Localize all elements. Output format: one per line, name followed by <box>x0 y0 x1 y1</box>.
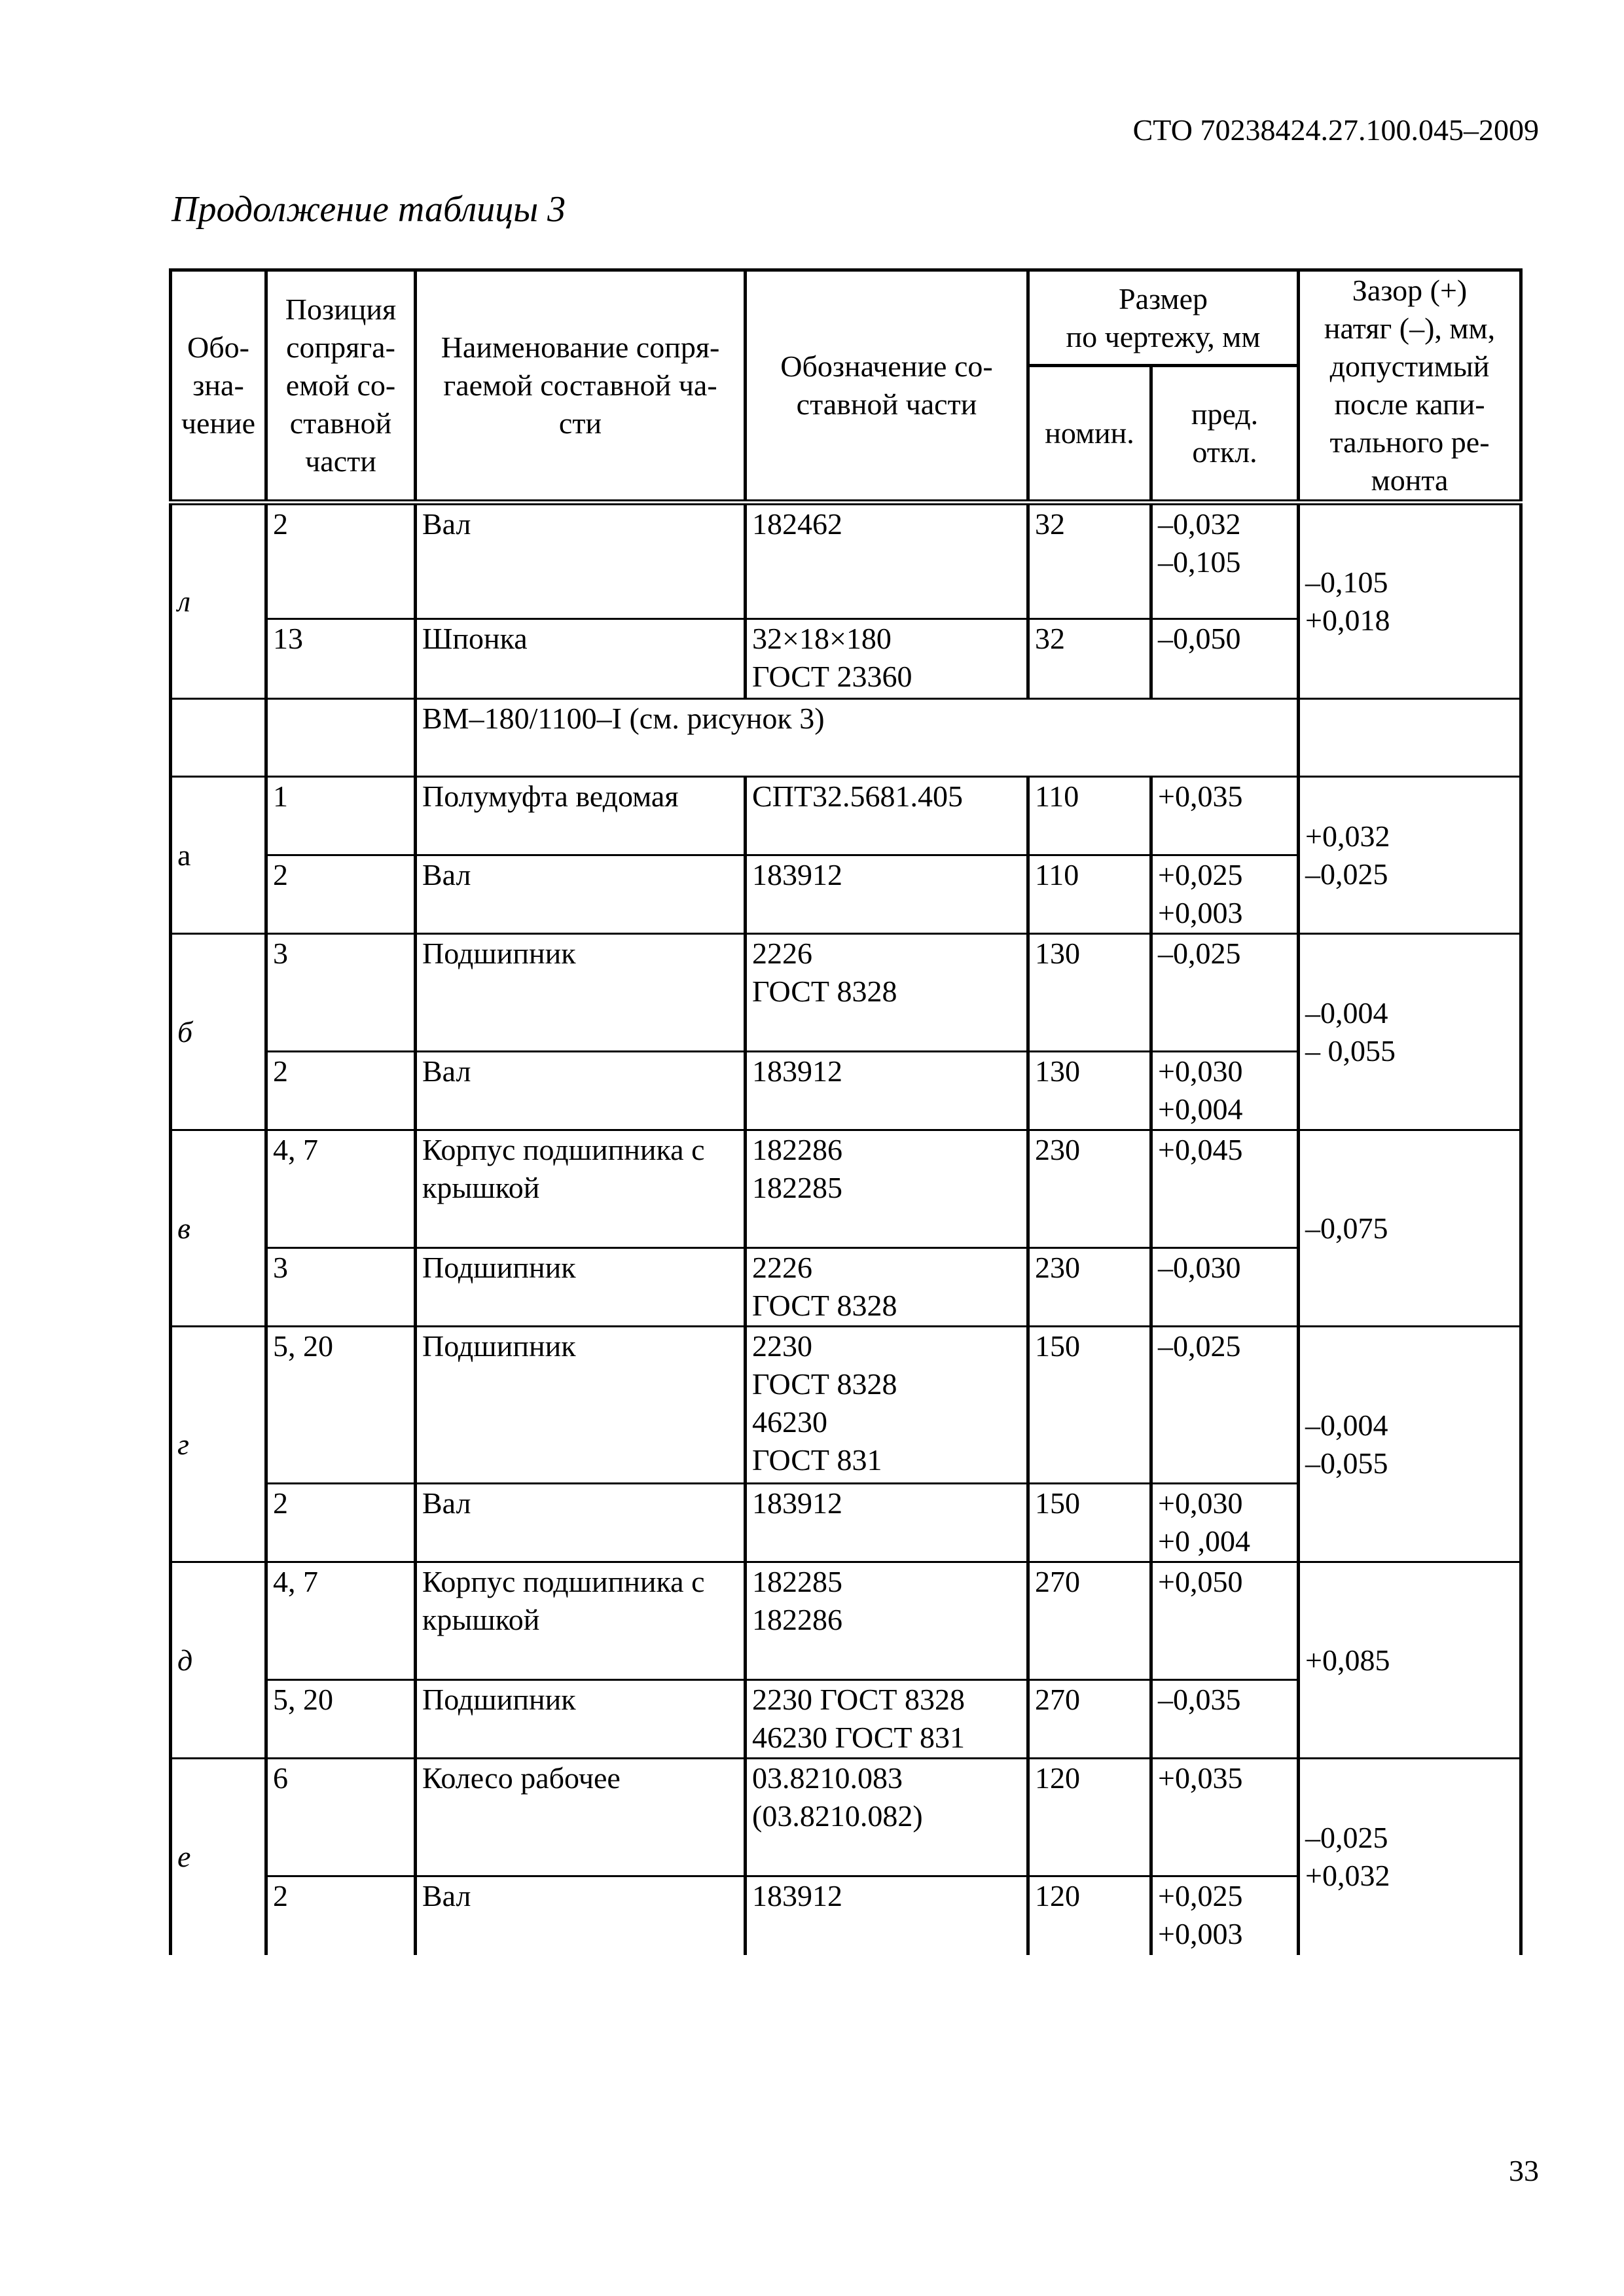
tolerance-cell: –0,032 –0,105 <box>1151 503 1299 619</box>
col-header-designation: Обо- зна- чение <box>171 270 266 503</box>
position-cell: 2 <box>266 1876 416 1955</box>
code-cell: 183912 <box>746 1876 1028 1955</box>
clearance-cell: –0,105 +0,018 <box>1299 503 1521 699</box>
code-cell: СПТ32.5681.405 <box>746 777 1028 855</box>
code-cell: 183912 <box>746 1484 1028 1562</box>
clearance-cell: –0,025 +0,032 <box>1299 1759 1521 1955</box>
position-cell: 6 <box>266 1759 416 1876</box>
section-row-group <box>171 699 1521 777</box>
nominal-cell: 120 <box>1028 1759 1151 1876</box>
position-cell: 2 <box>266 1052 416 1130</box>
designation-cell: в <box>171 1130 266 1327</box>
name-cell: Корпус подшипника с крышкой <box>416 1562 746 1680</box>
tolerance-cell: –0,035 <box>1151 1680 1299 1759</box>
position-cell: 13 <box>266 619 416 699</box>
tolerance-cell: +0,035 <box>1151 1759 1299 1876</box>
name-cell: Вал <box>416 1484 746 1562</box>
table-body-top <box>171 503 1521 699</box>
nominal-cell: 32 <box>1028 503 1151 619</box>
designation-cell: г <box>171 1327 266 1562</box>
position-cell: 3 <box>266 1248 416 1327</box>
designation-cell: б <box>171 934 266 1130</box>
nominal-cell: 32 <box>1028 619 1151 699</box>
nominal-cell: 270 <box>1028 1562 1151 1680</box>
section-cell-empty <box>266 699 416 777</box>
tolerance-cell: +0,045 <box>1151 1130 1299 1248</box>
table-row <box>171 1759 1521 1876</box>
nominal-cell: 230 <box>1028 1130 1151 1248</box>
code-cell: 2230 ГОСТ 8328 46230 ГОСТ 831 <box>746 1680 1028 1759</box>
position-cell: 2 <box>266 503 416 619</box>
clearance-cell: –0,075 <box>1299 1130 1521 1327</box>
nominal-cell: 110 <box>1028 855 1151 934</box>
section-cell-empty <box>1299 699 1521 777</box>
code-cell: 2230 ГОСТ 8328 46230 ГОСТ 831 <box>746 1327 1028 1484</box>
tolerance-cell: +0,025 +0,003 <box>1151 1876 1299 1955</box>
code-cell: 182462 <box>746 503 1028 619</box>
name-cell: Корпус подшипника с крышкой <box>416 1130 746 1248</box>
nominal-cell: 150 <box>1028 1484 1151 1562</box>
code-cell: 182286 182285 <box>746 1130 1028 1248</box>
code-cell: 183912 <box>746 1052 1028 1130</box>
tolerance-cell: +0,030 +0 ,004 <box>1151 1484 1299 1562</box>
code-cell: 182285 182286 <box>746 1562 1028 1680</box>
code-cell: 2226 ГОСТ 8328 <box>746 934 1028 1052</box>
name-cell: Вал <box>416 1876 746 1955</box>
name-cell: Вал <box>416 503 746 619</box>
nominal-cell: 270 <box>1028 1680 1151 1759</box>
tolerance-cell: –0,025 <box>1151 1327 1299 1484</box>
nominal-cell: 150 <box>1028 1327 1151 1484</box>
tolerance-cell: –0,025 <box>1151 934 1299 1052</box>
col-header-nominal: номин. <box>1028 366 1151 503</box>
table-body-bottom <box>171 777 1521 1955</box>
clearance-cell: –0,004 – 0,055 <box>1299 934 1521 1130</box>
table-row <box>171 777 1521 855</box>
designation-cell: а <box>171 777 266 934</box>
designation-cell: е <box>171 1759 266 1955</box>
tolerance-cell: +0,035 <box>1151 777 1299 855</box>
col-header-code: Обозначение со- ставной части <box>746 270 1028 503</box>
tolerance-cell: –0,050 <box>1151 619 1299 699</box>
table-row <box>171 1327 1521 1484</box>
clearance-cell: –0,004 –0,055 <box>1299 1327 1521 1562</box>
col-header-size: Размер по чертежу, мм <box>1028 270 1299 366</box>
name-cell: Подшипник <box>416 1327 746 1484</box>
tolerance-cell: +0,030 +0,004 <box>1151 1052 1299 1130</box>
nominal-cell: 130 <box>1028 934 1151 1052</box>
code-cell: 32×18×180 ГОСТ 23360 <box>746 619 1028 699</box>
table-row <box>171 1130 1521 1248</box>
col-header-position: Позиция сопряга- емой со- ставной части <box>266 270 416 503</box>
tolerance-cell: +0,050 <box>1151 1562 1299 1680</box>
position-cell: 5, 20 <box>266 1327 416 1484</box>
position-cell: 4, 7 <box>266 1562 416 1680</box>
position-cell: 2 <box>266 855 416 934</box>
code-cell: 183912 <box>746 855 1028 934</box>
name-cell: Шпонка <box>416 619 746 699</box>
position-cell: 1 <box>266 777 416 855</box>
nominal-cell: 230 <box>1028 1248 1151 1327</box>
tolerance-cell: +0,025 +0,003 <box>1151 855 1299 934</box>
table-row <box>171 934 1521 1052</box>
fits-table <box>169 268 1523 1955</box>
code-cell: 2226 ГОСТ 8328 <box>746 1248 1028 1327</box>
col-header-tolerance: пред. откл. <box>1151 366 1299 503</box>
table-row <box>171 503 1521 619</box>
page-number: 33 <box>1509 2154 1539 2187</box>
table-row <box>171 1562 1521 1680</box>
col-header-clearance: Зазор (+) натяг (–), мм, допустимый после капи- тального ре- монта <box>1299 270 1521 503</box>
name-cell: Вал <box>416 1052 746 1130</box>
name-cell: Подшипник <box>416 934 746 1052</box>
name-cell: Подшипник <box>416 1680 746 1759</box>
section-title: ВМ–180/1100–I (см. рисунок 3) <box>416 699 1299 777</box>
nominal-cell: 110 <box>1028 777 1151 855</box>
name-cell: Подшипник <box>416 1248 746 1327</box>
name-cell: Колесо рабочее <box>416 1759 746 1876</box>
nominal-cell: 120 <box>1028 1876 1151 1955</box>
position-cell: 5, 20 <box>266 1680 416 1759</box>
position-cell: 2 <box>266 1484 416 1562</box>
name-cell: Полумуфта ведомая <box>416 777 746 855</box>
clearance-cell: +0,085 <box>1299 1562 1521 1759</box>
designation-cell: д <box>171 1562 266 1759</box>
position-cell: 4, 7 <box>266 1130 416 1248</box>
clearance-cell: +0,032 –0,025 <box>1299 777 1521 934</box>
designation-cell: л <box>171 503 266 699</box>
code-cell: 03.8210.083 (03.8210.082) <box>746 1759 1028 1876</box>
col-header-name: Наименование сопря- гаемой составной ча- сти <box>416 270 746 503</box>
document-code: СТО 70238424.27.100.045–2009 <box>1132 113 1539 147</box>
name-cell: Вал <box>416 855 746 934</box>
section-cell-empty <box>171 699 266 777</box>
position-cell: 3 <box>266 934 416 1052</box>
nominal-cell: 130 <box>1028 1052 1151 1130</box>
table-continued-caption: Продолжение таблицы 3 <box>171 189 566 230</box>
tolerance-cell: –0,030 <box>1151 1248 1299 1327</box>
section-row <box>171 699 1521 777</box>
